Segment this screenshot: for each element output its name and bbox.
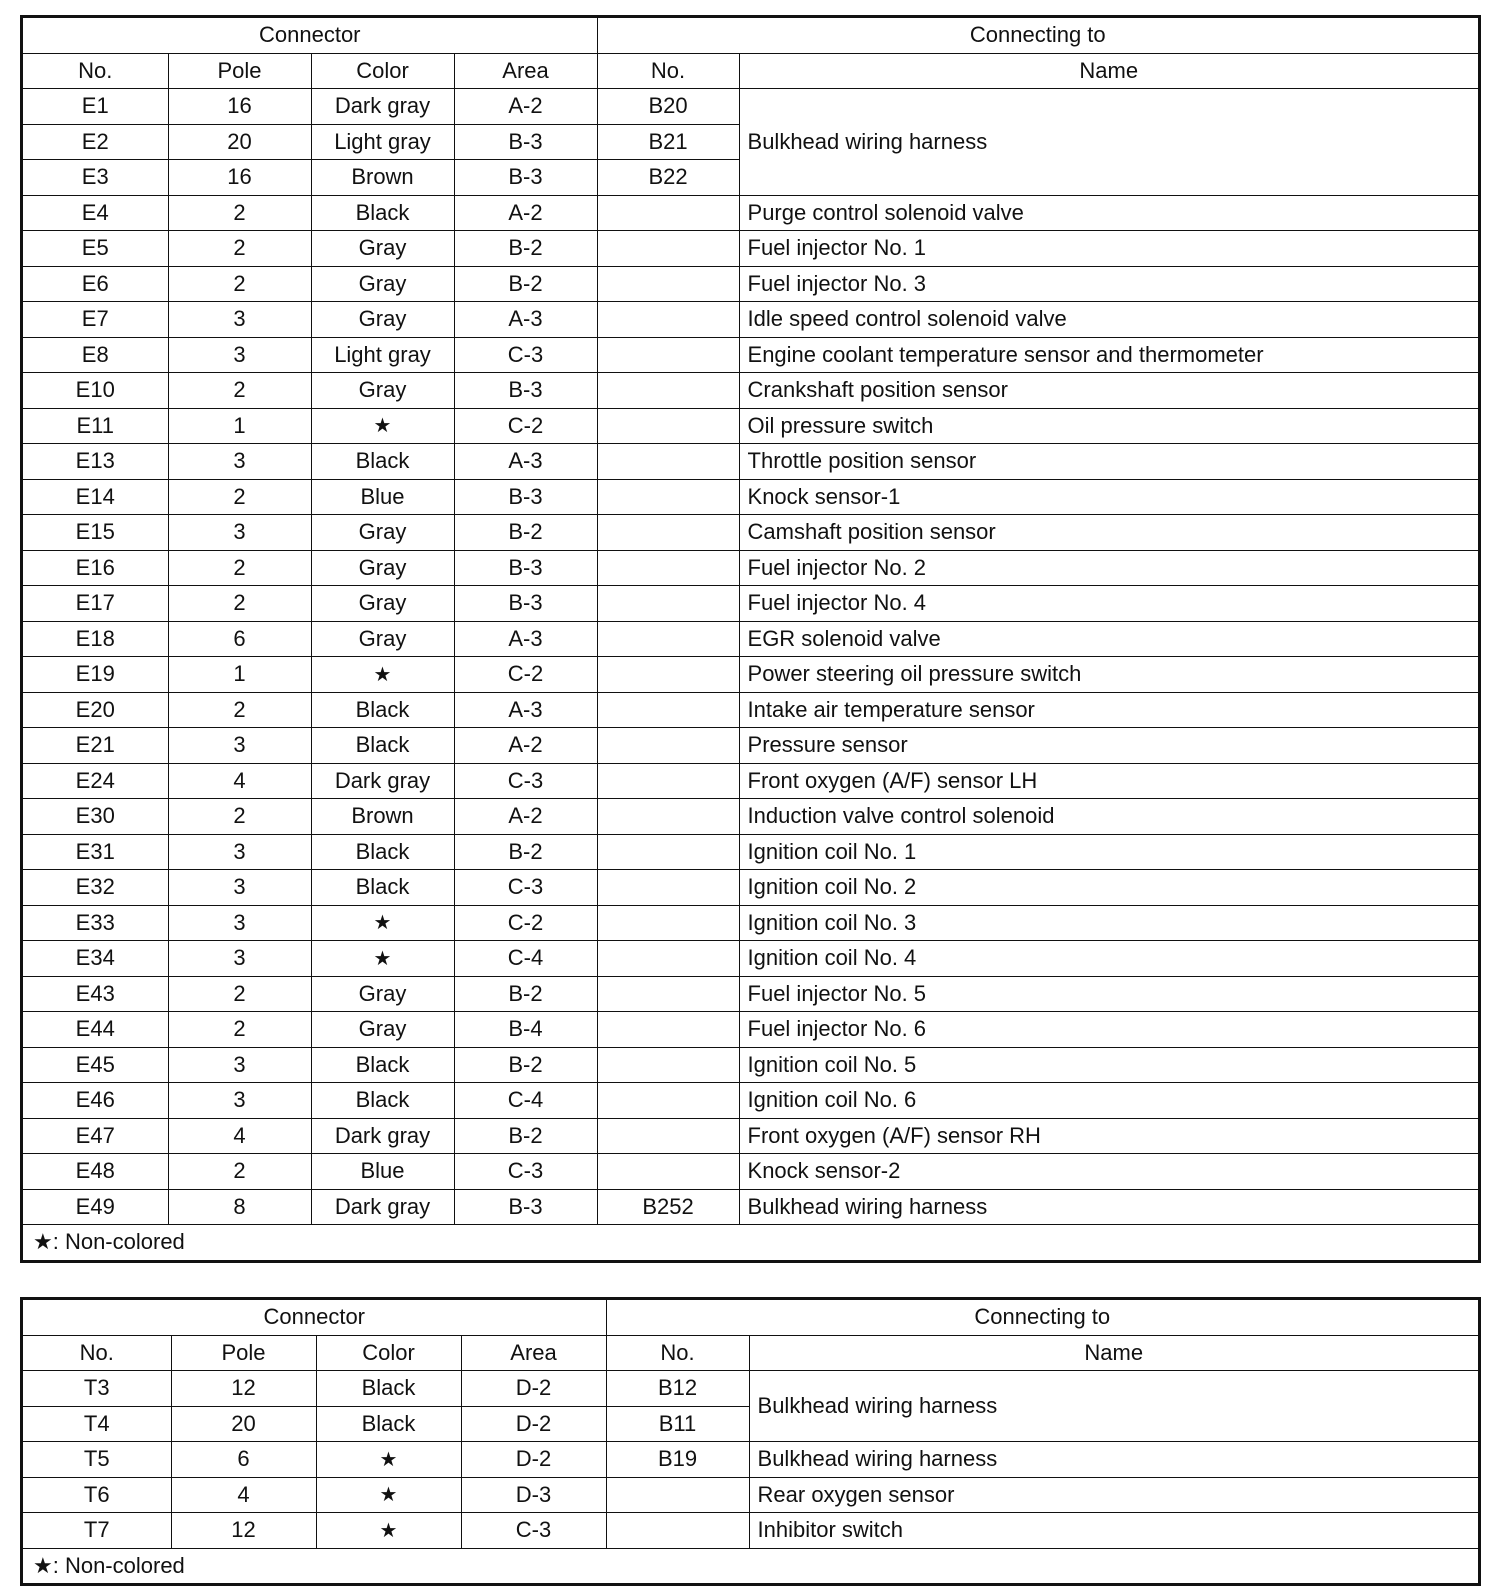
table-row xyxy=(23,941,1478,977)
cell-color: Gray xyxy=(311,373,454,409)
table-row xyxy=(23,692,1478,728)
cell-pole: 16 xyxy=(168,160,311,196)
cell-name: Knock sensor-1 xyxy=(739,479,1478,515)
cell-name: Front oxygen (A/F) sensor LH xyxy=(739,763,1478,799)
cell-no: E4 xyxy=(23,195,168,231)
cell-to-no xyxy=(597,444,739,480)
table-row xyxy=(23,728,1478,764)
cell-pole: 3 xyxy=(168,870,311,906)
table-row xyxy=(23,195,1478,231)
cell-no: T3 xyxy=(23,1371,171,1407)
cell-name: Fuel injector No. 4 xyxy=(739,586,1478,622)
group-header-connector: Connector xyxy=(23,1300,606,1335)
cell-pole: 20 xyxy=(171,1406,316,1442)
cell-no: E31 xyxy=(23,834,168,870)
cell-area: B-3 xyxy=(454,373,597,409)
cell-pole: 3 xyxy=(168,337,311,373)
cell-name: Camshaft position sensor xyxy=(739,515,1478,551)
col-header-name: Name xyxy=(739,53,1478,89)
cell-name: Oil pressure switch xyxy=(739,408,1478,444)
cell-color: Gray xyxy=(311,1012,454,1048)
cell-to-no xyxy=(597,1047,739,1083)
cell-to-no xyxy=(597,373,739,409)
cell-name: Rear oxygen sensor xyxy=(749,1477,1478,1513)
cell-area: A-3 xyxy=(454,621,597,657)
table-row xyxy=(23,621,1478,657)
cell-pole: 16 xyxy=(168,89,311,125)
table-row xyxy=(23,1083,1478,1119)
cell-pole: 8 xyxy=(168,1189,311,1225)
cell-no: E18 xyxy=(23,621,168,657)
col-header-color: Color xyxy=(316,1335,461,1371)
col-header-name: Name xyxy=(749,1335,1478,1371)
table-row xyxy=(23,1371,1478,1407)
cell-color: Black xyxy=(311,692,454,728)
table-row xyxy=(23,905,1478,941)
cell-color: Blue xyxy=(311,479,454,515)
cell-color: Dark gray xyxy=(311,89,454,125)
table-row xyxy=(23,1477,1478,1513)
cell-to-no xyxy=(597,408,739,444)
cell-pole: 12 xyxy=(171,1513,316,1549)
cell-pole: 2 xyxy=(168,479,311,515)
cell-area: C-4 xyxy=(454,941,597,977)
cell-to-no xyxy=(597,692,739,728)
cell-name: Ignition coil No. 3 xyxy=(739,905,1478,941)
cell-to-no xyxy=(597,550,739,586)
cell-color: Black xyxy=(311,728,454,764)
cell-color: Black xyxy=(311,195,454,231)
cell-area: B-4 xyxy=(454,1012,597,1048)
footnote-row xyxy=(23,1548,1478,1583)
cell-name: Bulkhead wiring harness xyxy=(739,89,1478,196)
cell-pole: 3 xyxy=(168,941,311,977)
table-row xyxy=(23,834,1478,870)
table-row xyxy=(23,976,1478,1012)
cell-color: Black xyxy=(311,1047,454,1083)
cell-name: Bulkhead wiring harness xyxy=(749,1442,1478,1478)
cell-name: Fuel injector No. 5 xyxy=(739,976,1478,1012)
cell-color: Dark gray xyxy=(311,1118,454,1154)
cell-color: Gray xyxy=(311,302,454,338)
cell-color: ★ xyxy=(316,1442,461,1478)
table-row xyxy=(23,657,1478,693)
cell-to-no: B19 xyxy=(606,1442,749,1478)
cell-color: Black xyxy=(316,1371,461,1407)
cell-to-no xyxy=(597,905,739,941)
cell-name: Ignition coil No. 6 xyxy=(739,1083,1478,1119)
cell-name: Idle speed control solenoid valve xyxy=(739,302,1478,338)
table-row xyxy=(23,444,1478,480)
cell-pole: 2 xyxy=(168,266,311,302)
cell-to-no xyxy=(597,1154,739,1190)
table-row xyxy=(23,231,1478,267)
cell-no: E46 xyxy=(23,1083,168,1119)
cell-name: Ignition coil No. 5 xyxy=(739,1047,1478,1083)
cell-pole: 2 xyxy=(168,550,311,586)
cell-no: E19 xyxy=(23,657,168,693)
connector-table-e xyxy=(20,15,1481,1263)
cell-color: Gray xyxy=(311,621,454,657)
cell-to-no: B22 xyxy=(597,160,739,196)
cell-no: E43 xyxy=(23,976,168,1012)
cell-to-no xyxy=(597,941,739,977)
cell-no: E44 xyxy=(23,1012,168,1048)
cell-area: C-2 xyxy=(454,657,597,693)
cell-area: C-2 xyxy=(454,905,597,941)
cell-name: Fuel injector No. 1 xyxy=(739,231,1478,267)
cell-name: Bulkhead wiring harness xyxy=(749,1371,1478,1442)
cell-name: Fuel injector No. 2 xyxy=(739,550,1478,586)
cell-pole: 3 xyxy=(168,905,311,941)
table-row xyxy=(23,586,1478,622)
cell-pole: 6 xyxy=(171,1442,316,1478)
cell-area: B-3 xyxy=(454,1189,597,1225)
cell-color: Blue xyxy=(311,1154,454,1190)
cell-name: Front oxygen (A/F) sensor RH xyxy=(739,1118,1478,1154)
cell-area: B-3 xyxy=(454,479,597,515)
cell-color: Black xyxy=(311,834,454,870)
cell-no: E47 xyxy=(23,1118,168,1154)
table-body xyxy=(23,1371,1478,1584)
col-header-to-no: No. xyxy=(597,53,739,89)
col-header-area: Area xyxy=(461,1335,606,1371)
cell-no: E11 xyxy=(23,408,168,444)
cell-name: Inhibitor switch xyxy=(749,1513,1478,1549)
cell-no: E2 xyxy=(23,124,168,160)
cell-no: E17 xyxy=(23,586,168,622)
cell-pole: 12 xyxy=(171,1371,316,1407)
cell-name: Ignition coil No. 1 xyxy=(739,834,1478,870)
cell-area: C-4 xyxy=(454,1083,597,1119)
cell-color: ★ xyxy=(316,1513,461,1549)
table-row xyxy=(23,1118,1478,1154)
table-row xyxy=(23,1154,1478,1190)
cell-pole: 1 xyxy=(168,657,311,693)
cell-no: E30 xyxy=(23,799,168,835)
cell-area: A-2 xyxy=(454,195,597,231)
cell-no: E45 xyxy=(23,1047,168,1083)
cell-no: E5 xyxy=(23,231,168,267)
cell-color: Gray xyxy=(311,550,454,586)
cell-name: Engine coolant temperature sensor and thermometer xyxy=(739,337,1478,373)
cell-no: E15 xyxy=(23,515,168,551)
group-header-connector: Connector xyxy=(23,18,597,53)
cell-name: Fuel injector No. 6 xyxy=(739,1012,1478,1048)
cell-to-no xyxy=(597,621,739,657)
cell-to-no xyxy=(597,1118,739,1154)
cell-to-no xyxy=(606,1477,749,1513)
cell-pole: 2 xyxy=(168,231,311,267)
cell-name: Throttle position sensor xyxy=(739,444,1478,480)
cell-color: Gray xyxy=(311,586,454,622)
footnote-non-colored: ★: Non-colored xyxy=(23,1548,1478,1583)
cell-color: Brown xyxy=(311,160,454,196)
cell-name: Knock sensor-2 xyxy=(739,1154,1478,1190)
cell-name: Pressure sensor xyxy=(739,728,1478,764)
cell-no: T6 xyxy=(23,1477,171,1513)
footnote-row xyxy=(23,1225,1478,1260)
cell-pole: 3 xyxy=(168,1047,311,1083)
cell-to-no: B12 xyxy=(606,1371,749,1407)
table-row xyxy=(23,266,1478,302)
col-header-to-no: No. xyxy=(606,1335,749,1371)
col-header-pole: Pole xyxy=(168,53,311,89)
cell-to-no xyxy=(597,657,739,693)
cell-to-no xyxy=(597,834,739,870)
cell-color: Gray xyxy=(311,515,454,551)
table-row xyxy=(23,408,1478,444)
table-row xyxy=(23,89,1478,125)
cell-pole: 1 xyxy=(168,408,311,444)
cell-area: A-3 xyxy=(454,302,597,338)
cell-no: E8 xyxy=(23,337,168,373)
cell-color: Light gray xyxy=(311,337,454,373)
cell-pole: 3 xyxy=(168,444,311,480)
cell-color: ★ xyxy=(311,905,454,941)
cell-area: D-2 xyxy=(461,1442,606,1478)
cell-to-no: B21 xyxy=(597,124,739,160)
cell-no: E21 xyxy=(23,728,168,764)
cell-to-no: B20 xyxy=(597,89,739,125)
cell-to-no xyxy=(597,763,739,799)
cell-color: Black xyxy=(311,870,454,906)
cell-to-no: B11 xyxy=(606,1406,749,1442)
cell-color: Black xyxy=(311,1083,454,1119)
cell-to-no xyxy=(597,870,739,906)
cell-name: Fuel injector No. 3 xyxy=(739,266,1478,302)
table-row xyxy=(23,1442,1478,1478)
cell-no: E1 xyxy=(23,89,168,125)
cell-name: Crankshaft position sensor xyxy=(739,373,1478,409)
cell-pole: 2 xyxy=(168,195,311,231)
cell-no: E49 xyxy=(23,1189,168,1225)
cell-to-no xyxy=(597,976,739,1012)
cell-area: C-3 xyxy=(454,763,597,799)
table-row xyxy=(23,870,1478,906)
cell-no: E48 xyxy=(23,1154,168,1190)
cell-area: B-3 xyxy=(454,160,597,196)
col-header-no: No. xyxy=(23,1335,171,1371)
table-row xyxy=(23,302,1478,338)
cell-no: E10 xyxy=(23,373,168,409)
cell-to-no xyxy=(597,586,739,622)
group-header-connecting-to: Connecting to xyxy=(606,1300,1478,1335)
cell-no: T5 xyxy=(23,1442,171,1478)
cell-to-no xyxy=(597,1012,739,1048)
cell-no: E3 xyxy=(23,160,168,196)
col-header-no: No. xyxy=(23,53,168,89)
cell-area: D-2 xyxy=(461,1406,606,1442)
table-row xyxy=(23,479,1478,515)
cell-to-no xyxy=(597,479,739,515)
cell-color: Gray xyxy=(311,266,454,302)
cell-pole: 2 xyxy=(168,1012,311,1048)
cell-name: Ignition coil No. 2 xyxy=(739,870,1478,906)
cell-area: B-2 xyxy=(454,515,597,551)
col-header-pole: Pole xyxy=(171,1335,316,1371)
cell-area: A-2 xyxy=(454,728,597,764)
cell-name: EGR solenoid valve xyxy=(739,621,1478,657)
cell-color: Brown xyxy=(311,799,454,835)
table-row xyxy=(23,1012,1478,1048)
table-row xyxy=(23,1047,1478,1083)
cell-name: Induction valve control solenoid xyxy=(739,799,1478,835)
cell-color: ★ xyxy=(316,1477,461,1513)
cell-pole: 4 xyxy=(168,1118,311,1154)
cell-color: Gray xyxy=(311,231,454,267)
cell-pole: 2 xyxy=(168,373,311,409)
cell-color: Dark gray xyxy=(311,1189,454,1225)
cell-pole: 20 xyxy=(168,124,311,160)
table-row xyxy=(23,763,1478,799)
table-row xyxy=(23,373,1478,409)
cell-area: B-3 xyxy=(454,124,597,160)
cell-pole: 3 xyxy=(168,728,311,764)
cell-area: C-3 xyxy=(461,1513,606,1549)
cell-pole: 2 xyxy=(168,976,311,1012)
cell-pole: 2 xyxy=(168,692,311,728)
table-row xyxy=(23,337,1478,373)
cell-color: Light gray xyxy=(311,124,454,160)
cell-pole: 4 xyxy=(171,1477,316,1513)
cell-pole: 4 xyxy=(168,763,311,799)
cell-area: B-3 xyxy=(454,550,597,586)
cell-area: B-2 xyxy=(454,266,597,302)
cell-to-no xyxy=(597,337,739,373)
table-row xyxy=(23,799,1478,835)
cell-color: Black xyxy=(316,1406,461,1442)
cell-area: B-2 xyxy=(454,834,597,870)
cell-no: E33 xyxy=(23,905,168,941)
cell-to-no xyxy=(606,1513,749,1549)
cell-color: Gray xyxy=(311,976,454,1012)
col-header-area: Area xyxy=(454,53,597,89)
table-row xyxy=(23,1189,1478,1225)
footnote-non-colored: ★: Non-colored xyxy=(23,1225,1478,1260)
cell-no: E32 xyxy=(23,870,168,906)
cell-no: E13 xyxy=(23,444,168,480)
cell-name: Bulkhead wiring harness xyxy=(739,1189,1478,1225)
cell-area: B-2 xyxy=(454,976,597,1012)
cell-to-no xyxy=(597,231,739,267)
cell-no: T7 xyxy=(23,1513,171,1549)
table-row xyxy=(23,515,1478,551)
cell-to-no xyxy=(597,266,739,302)
table-row xyxy=(23,1513,1478,1549)
cell-pole: 3 xyxy=(168,1083,311,1119)
cell-no: E34 xyxy=(23,941,168,977)
cell-pole: 2 xyxy=(168,586,311,622)
cell-area: B-2 xyxy=(454,231,597,267)
cell-to-no xyxy=(597,1083,739,1119)
cell-to-no: B252 xyxy=(597,1189,739,1225)
cell-color: ★ xyxy=(311,941,454,977)
cell-area: C-3 xyxy=(454,337,597,373)
cell-color: Black xyxy=(311,444,454,480)
group-header-connecting-to: Connecting to xyxy=(597,18,1478,53)
table-row xyxy=(23,550,1478,586)
cell-color: Dark gray xyxy=(311,763,454,799)
cell-area: B-2 xyxy=(454,1047,597,1083)
cell-area: A-3 xyxy=(454,444,597,480)
cell-area: C-3 xyxy=(454,870,597,906)
cell-name: Intake air temperature sensor xyxy=(739,692,1478,728)
cell-pole: 3 xyxy=(168,302,311,338)
cell-area: C-3 xyxy=(454,1154,597,1190)
cell-no: T4 xyxy=(23,1406,171,1442)
cell-pole: 3 xyxy=(168,834,311,870)
connector-table-t xyxy=(20,1297,1481,1586)
cell-area: C-2 xyxy=(454,408,597,444)
table-body xyxy=(23,89,1478,1260)
cell-no: E6 xyxy=(23,266,168,302)
cell-to-no xyxy=(597,799,739,835)
cell-to-no xyxy=(597,515,739,551)
cell-to-no xyxy=(597,195,739,231)
cell-name: Ignition coil No. 4 xyxy=(739,941,1478,977)
cell-area: A-2 xyxy=(454,89,597,125)
cell-area: D-2 xyxy=(461,1371,606,1407)
cell-name: Power steering oil pressure switch xyxy=(739,657,1478,693)
cell-no: E24 xyxy=(23,763,168,799)
cell-area: A-3 xyxy=(454,692,597,728)
cell-to-no xyxy=(597,302,739,338)
cell-pole: 2 xyxy=(168,799,311,835)
cell-color: ★ xyxy=(311,408,454,444)
cell-area: B-3 xyxy=(454,586,597,622)
cell-no: E20 xyxy=(23,692,168,728)
cell-color: ★ xyxy=(311,657,454,693)
cell-name: Purge control solenoid valve xyxy=(739,195,1478,231)
cell-no: E16 xyxy=(23,550,168,586)
cell-pole: 3 xyxy=(168,515,311,551)
col-header-color: Color xyxy=(311,53,454,89)
cell-no: E14 xyxy=(23,479,168,515)
cell-pole: 6 xyxy=(168,621,311,657)
cell-no: E7 xyxy=(23,302,168,338)
cell-pole: 2 xyxy=(168,1154,311,1190)
cell-to-no xyxy=(597,728,739,764)
cell-area: B-2 xyxy=(454,1118,597,1154)
cell-area: A-2 xyxy=(454,799,597,835)
cell-area: D-3 xyxy=(461,1477,606,1513)
